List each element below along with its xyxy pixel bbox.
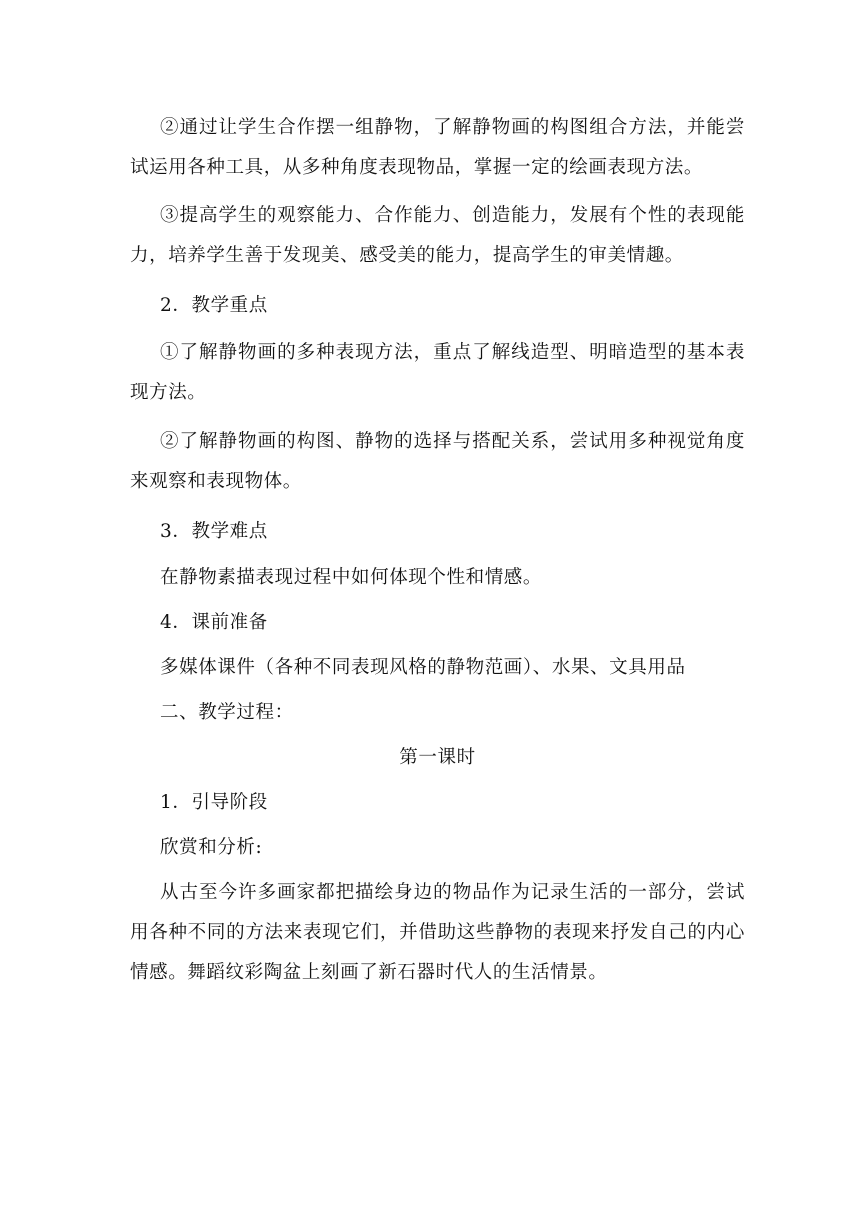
paragraph-appreciation: 从古至今许多画家都把描绘身边的物品作为记录生活的一部分，尝试用各种不同的方法来表现它们，并借助这些静物的表现来抒发自己的内心情感。舞蹈纹彩陶盆上刻画了新石器时代人的生活情景。 (130, 882, 745, 983)
heading-teaching-process: 二、教学过程： (160, 702, 294, 723)
paragraph-focus-1: ①了解静物画的多种表现方法，重点了解线造型、明暗造型的基本表现方法。 (130, 342, 745, 403)
paragraph-difficulty: 在静物素描表现过程中如何体现个性和情感。 (160, 567, 543, 588)
heading-preparation: 4．课前准备 (160, 612, 268, 633)
paragraph-preparation: 多媒体课件（各种不同表现风格的静物范画）、水果、文具用品 (160, 657, 686, 678)
heading-guidance-stage: 1．引导阶段 (160, 792, 268, 813)
paragraph-objective-3: ③提高学生的观察能力、合作能力、创造能力，发展有个性的表现能力，培养学生善于发现美、感受美的能力，提高学生的审美情趣。 (130, 205, 745, 266)
heading-first-lesson: 第一课时 (399, 747, 476, 768)
paragraph-focus-2: ②了解静物画的构图、静物的选择与搭配关系，尝试用多种视觉角度来观察和表现物体。 (130, 431, 745, 492)
label-appreciation: 欣赏和分析: (160, 837, 263, 858)
paragraph-objective-2: ②通过让学生合作摆一组静物，了解静物画的构图组合方法，并能尝试运用各种工具，从多种角度表现物品，掌握一定的绘画表现方法。 (130, 117, 745, 178)
heading-teaching-focus: 2．教学重点 (160, 295, 268, 316)
heading-teaching-difficulty: 3．教学难点 (160, 521, 268, 542)
